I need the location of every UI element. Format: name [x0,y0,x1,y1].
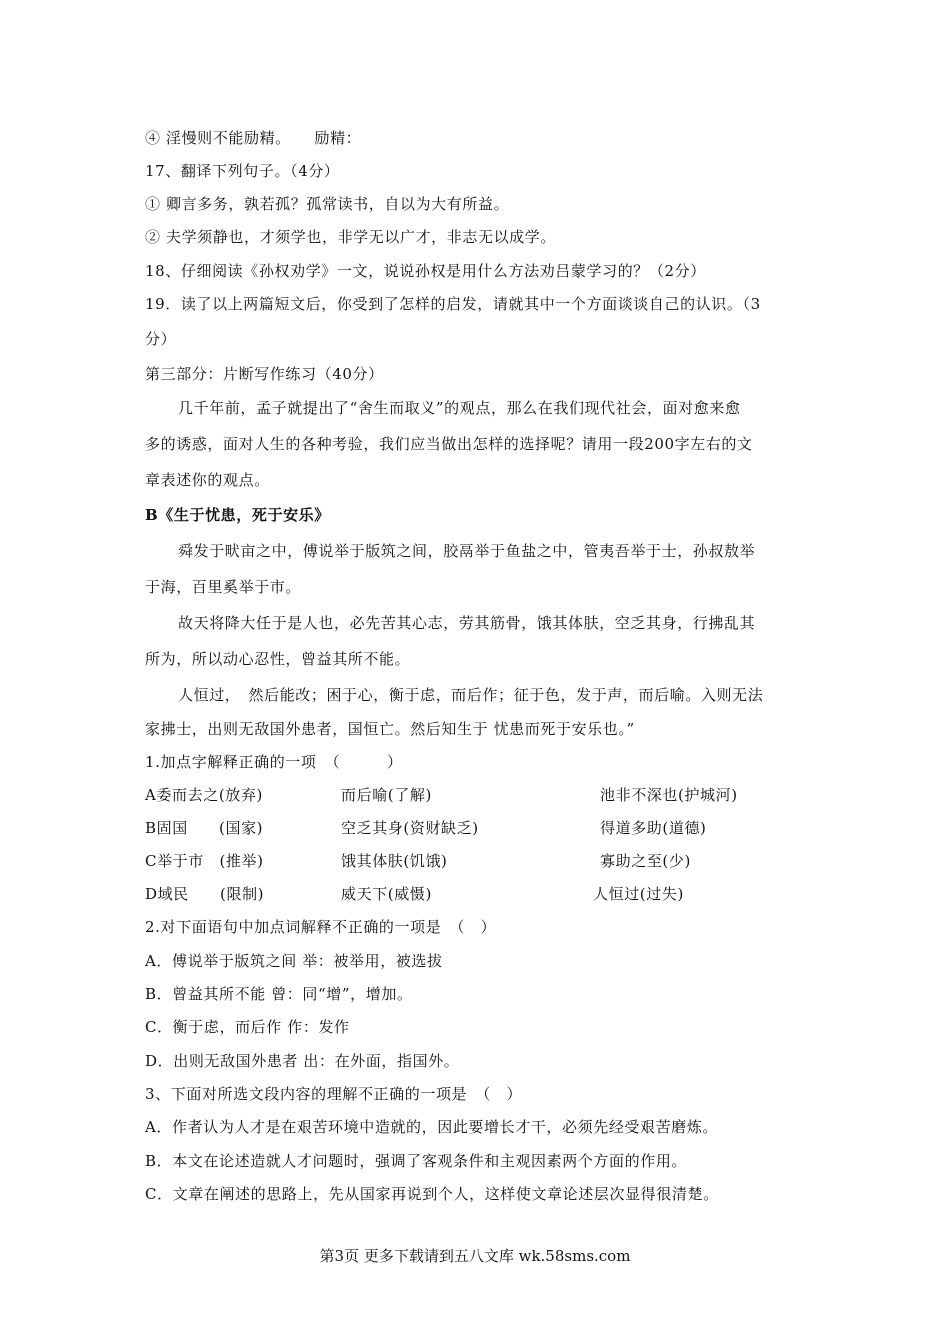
question-17-title: 17、翻译下列句子。（4分） [145,162,340,180]
mcq-2-option-c: C．衡于虑，而后作 作：发作 [145,1018,350,1036]
question-19-continued: 分） [145,330,177,348]
option-cell: 人恒过(过失) [593,885,684,903]
option-cell: D域民 (限制) [145,885,265,903]
part-three-heading: 第三部分：片断写作练习（40分） [145,365,384,383]
passage-line: 于海，百里奚举于市。 [145,578,302,596]
option-cell: 而后喻(了解) [341,786,432,804]
option-cell: 寡助之至(少) [600,852,691,870]
passage-line: 人恒过， 然后能改；困于心，衡于虑，而后作；征于色，发于声，而后喻。入则无法 [178,686,764,704]
writing-prompt-line: 几千年前，孟子就提出了“舍生而取义”的观点，那么在我们现代社会，面对愈来愈 [178,399,741,417]
question-17-sentence-1: ① 卿言多务，孰若孤？孤常读书，自以为大有所益。 [145,195,510,213]
mcq-2-option-a: A．傅说举于版筑之间 举：被举用，被选拔 [145,952,443,970]
writing-prompt-line: 多的诱惑，面对人生的各种考验，我们应当做出怎样的选择呢？请用一段200字左右的文 [145,435,753,453]
option-cell: 池非不深也(护城河) [600,786,738,804]
question-17-sentence-2: ② 夫学须静也，才须学也，非学无以广才，非志无以成学。 [145,228,556,246]
option-cell: B固国 (国家) [145,819,264,837]
option-cell: 得道多助(道德) [600,819,707,837]
mcq-3-stem: 3、下面对所选文段内容的理解不正确的一项是 （ ） [145,1085,523,1103]
option-cell: 空乏其身(资财缺乏) [341,819,479,837]
question-18: 18、仔细阅读《孙权劝学》一文，说说孙权是用什么方法劝吕蒙学习的？（2分） [145,262,706,280]
mcq-2-option-b: B．曾益其所不能 曾：同“增”，增加。 [145,985,413,1003]
writing-prompt-line: 章表述你的观点。 [145,471,270,489]
passage-line: 舜发于畎亩之中，傅说举于版筑之间，胶鬲举于鱼盐之中，管夷吾举于士，孙叔敖举 [178,542,756,560]
mcq-2-option-d: D．出则无敌国外患者 出：在外面，指国外。 [145,1052,460,1070]
mcq-3-option-c: C．文章在阐述的思路上，先从国家再说到个人，这样使文章论述层次显得很清楚。 [145,1185,719,1203]
passage-b-title: B《生于忧患，死于安乐》 [145,506,330,524]
mcq-3-option-a: A．作者认为人才是在艰苦环境中造就的，因此要增长才干，必须先经受艰苦磨炼。 [145,1118,719,1136]
mcq-2-stem: 2.对下面语句中加点词解释不正确的一项是 （ ） [145,918,497,936]
option-cell: 饿其体肤(饥饿) [341,852,448,870]
option-cell: 威天下(威慑) [341,885,432,903]
passage-line: 故天将降大任于是人也，必先苦其心志，劳其筋骨，饿其体肤，空乏其身，行拂乱其 [178,614,756,632]
question-19: 19．读了以上两篇短文后，你受到了怎样的启发，请就其中一个方面谈谈自己的认识。（3 [145,295,761,313]
passage-line: 家拂士，出则无敌国外患者，国恒亡。然后知生于 忧患而死于安乐也。” [145,720,635,738]
option-cell: C举于市 (推举) [145,852,264,870]
option-cell: A委而去之(放弃) [145,786,263,804]
mcq-3-option-b: B．本文在论述造就人才问题时，强调了客观条件和主观因素两个方面的作用。 [145,1152,688,1170]
passage-line: 所为，所以动心忍性，曾益其所不能。 [145,650,411,668]
question-16-item-4: ④ 淫慢则不能励精。 励精： [145,129,362,147]
mcq-1-stem: 1.加点字解释正确的一项 （ ） [145,753,403,771]
page-footer: 第3页 更多下载请到五八文库 wk.58sms.com [319,1247,631,1265]
